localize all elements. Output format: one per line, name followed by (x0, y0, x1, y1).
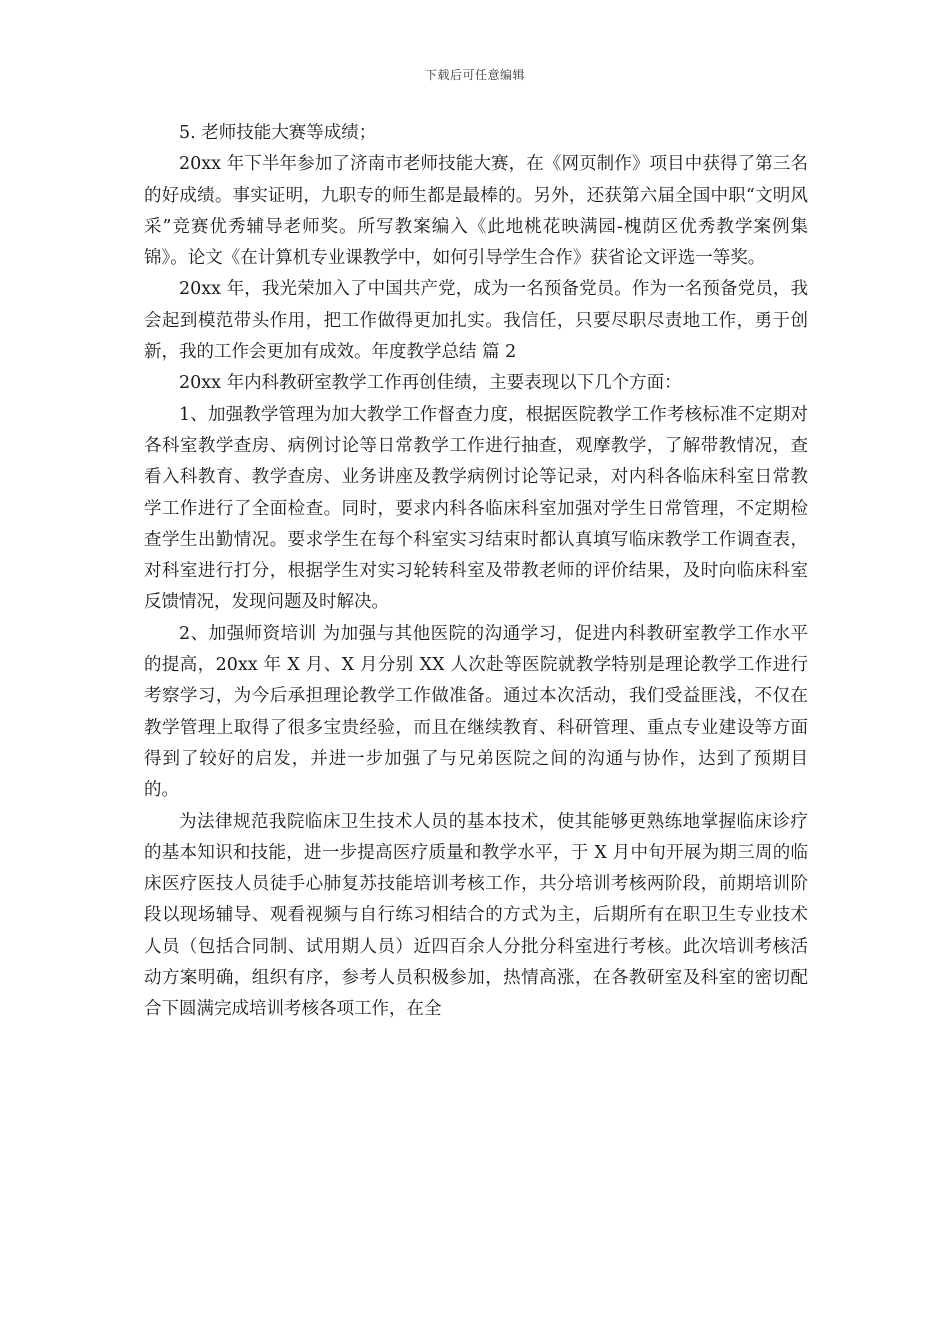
paragraph-summary-intro: 20xx 年内科教研室教学工作再创佳绩，主要表现以下几个方面： (179, 373, 682, 394)
paragraph-competition: 20xx 年下半年参加了济南市老师技能大赛，在《网页制作》项目中获得了第三名的好成绩。事实证明，九职专的师生都是最棒的。另外，还获第六届全国中职“文明风采”竞赛优秀辅导老师奖。所写教案编入《此地桃花映满园-槐荫区优秀教学案例集锦》。论文《在计算机专业课教学中，如何引导学生合作》获省论文评选一等奖。 (144, 154, 808, 269)
page-header: 下载后可任意编辑 (424, 68, 525, 82)
paragraph-teacher-training: 2、加强师资培训 为加强与其他医院的沟通学习，促进内科教研室教学工作水平的提高，20xx 年 X 月、X 月分别 XX 人次赴等医院就教学特别是理论教学工作进行考察学习，为今后承担理论教学工作做准备。通过本次活动，我们受益匪浅，不仅在教学管理上取得了很多宝贵经验，而且在继续教育、科研管理、重点专业建设等方面得到了较好的启发，并进一步加强了与兄弟医院之间的沟通与协作，达到了预期目的。 (144, 623, 808, 801)
document-body (144, 118, 808, 1026)
paragraph-awards-heading: 5. 老师技能大赛等成绩； (179, 123, 377, 143)
paragraph-cpr-training: 为法律规范我院临床卫生技术人员的基本技术，使其能够更熟练地掌握临床诊疗的基本知识和技能，进一步提高医疗质量和教学水平，于 X 月中旬开展为期三周的临床医疗医技人员徒手心肺复苏技能培训考核工作，共分培训考核两阶段，前期培训阶段以现场辅导、观看视频与自行练习相结合的方式为主，后期所有在职卫生专业技术人员（包括合同制、试用期人员）近四百余人分批分科室进行考核。此次培训考核活动方案明确，组织有序，参考人员积极参加，热情高涨，在各教研室及科室的密切配合下圆满完成培训考核各项工作，在全 (144, 811, 808, 1020)
paragraph-party: 20xx 年，我光荣加入了中国共产党，成为一名预备党员。作为一名预备党员，我会起到模范带头作用，把工作做得更加扎实。我信任，只要尽职尽责地工作，勇于创新，我的工作会更加有成效。年度教学总结 篇 2 (144, 279, 808, 363)
paragraph-teaching-management: 1、加强教学管理为加大教学工作督查力度，根据医院教学工作考核标准不定期对各科室教学查房、病例讨论等日常教学工作进行抽查，观摩教学，了解带教情况，查看入科教育、教学查房、业务讲座及教学病例讨论等记录，对内科各临床科室日常教学工作进行了全面检查。同时，要求内科各临床科室加强对学生日常管理，不定期检查学生出勤情况。要求学生在每个科室实习结束时都认真填写临床教学工作调查表，对科室进行打分，根据学生对实习轮转科室及带教老师的评价结果，及时向临床科室反馈情况，发现问题及时解决。 (144, 404, 808, 613)
